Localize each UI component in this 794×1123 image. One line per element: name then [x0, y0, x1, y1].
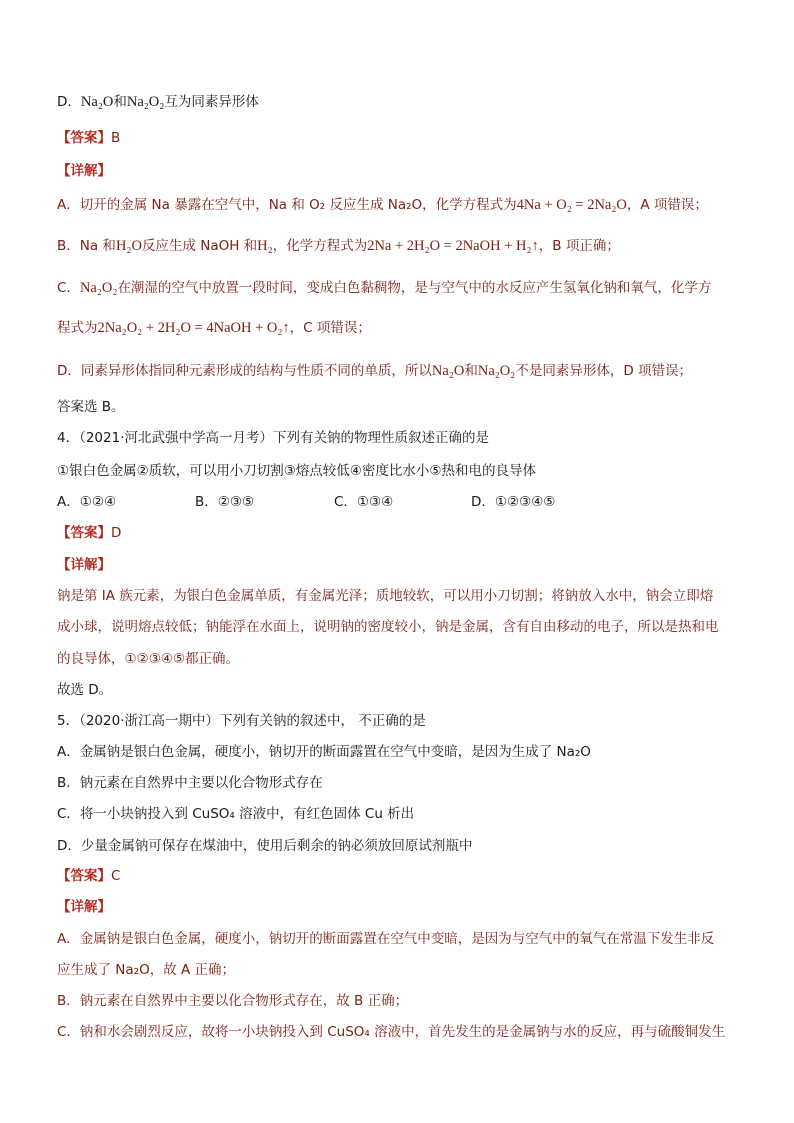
option-d: D．①②③④⑤: [471, 494, 556, 510]
option-a: A．①②④: [57, 494, 117, 510]
question-4-list: ①银白色金属②质软，可以用小刀切割③熔点较低④密度比水小⑤热和电的良导体: [57, 463, 537, 479]
explanation-d: D．同素异形体指同种元素形成的结构与性质不同的单质，所以Na₂O和Na₂O₂不是同素异形体，D 项错误；: [57, 363, 693, 379]
option-b: B．②③⑤: [195, 494, 255, 510]
question-5-option-b: B．钠元素在自然界中主要以化合物形式存在: [57, 775, 323, 791]
explanation-a: A．切开的金属 Na 暴露在空气中，Na 和 O₂ 反应生成 Na₂O，化学方程式为4Na + O₂ = 2Na₂O，A 项错误；: [57, 197, 708, 213]
answer-label-2: 【答案】D: [57, 525, 122, 541]
q5-explanation-line-4: C．钠和水会剧烈反应，故将一小块钠投入到 CuSO₄ 溶液中，首先发生的是金属钠与水的反应，再与硫酸铜发生: [57, 1024, 726, 1040]
q4-explanation-line-1: 钠是第 IA 族元素，为银白色金属单质，有金属光泽；质地较软，可以用小刀切割；将钠放入水中，钠会立即熔: [57, 588, 714, 604]
answer-label-3: 【答案】C: [57, 868, 121, 884]
explanation-c-cont: 程式为2Na₂O₂ + 2H₂O = 4NaOH + O₂↑，C 项错误；: [57, 320, 371, 336]
detail-label-2: 【详解】: [57, 557, 111, 573]
explanation-c: C．Na₂O₂在潮湿的空气中放置一段时间，变成白色黏稠物，是与空气中的水反应产生氢氧化钠和氧气，化学方: [57, 280, 712, 296]
q5-explanation-line-1: A．金属钠是银白色金属，硬度小，钠切开的断面露置在空气中变暗，是因为与空气中的氧气在常温下发生非反: [57, 931, 715, 947]
q4-explanation-line-2: 成小球，说明熔点较低；钠能浮在水面上，说明钠的密度较小，钠是金属，含有自由移动的电子，所以是热和电: [57, 619, 719, 635]
conclusion-1: 答案选 B。: [57, 399, 125, 415]
option-d-line: D．Na₂O和Na₂O₂互为同素异形体: [57, 94, 259, 110]
detail-label-3: 【详解】: [57, 899, 111, 915]
question-5-option-d: D．少量金属钠可保存在煤油中，使用后剩余的钠必须放回原试剂瓶中: [57, 838, 473, 854]
q5-explanation-line-3: B．钠元素在自然界中主要以化合物形式存在，故 B 正确；: [57, 993, 409, 1009]
option-c: C．①③④: [334, 494, 394, 510]
question-4-stem: 4．（2021·河北武强中学高一月考）下列有关钠的物理性质叙述正确的是: [57, 430, 489, 446]
q5-explanation-line-2: 应生成了 Na₂O，故 A 正确；: [57, 962, 236, 978]
conclusion-2: 故选 D。: [57, 682, 113, 698]
answer-label-1: 【答案】B: [57, 130, 121, 146]
detail-label-1: 【详解】: [57, 163, 111, 179]
question-5-stem: 5．（2020·浙江高一期中）下列有关钠的叙述中， 不正确的是: [57, 713, 426, 729]
q4-explanation-line-3: 的良导体，①②③④⑤都正确。: [57, 651, 240, 667]
question-5-option-c: C．将一小块钠投入到 CuSO₄ 溶液中，有红色固体 Cu 析出: [57, 806, 415, 822]
question-5-option-a: A．金属钠是银白色金属，硬度小，钠切开的断面露置在空气中变暗，是因为生成了 Na₂O: [57, 744, 591, 760]
explanation-b: B．Na 和H₂O反应生成 NaOH 和H₂，化学方程式为2Na + 2H₂O = 2NaOH + H₂↑，B 项正确；: [57, 238, 620, 254]
